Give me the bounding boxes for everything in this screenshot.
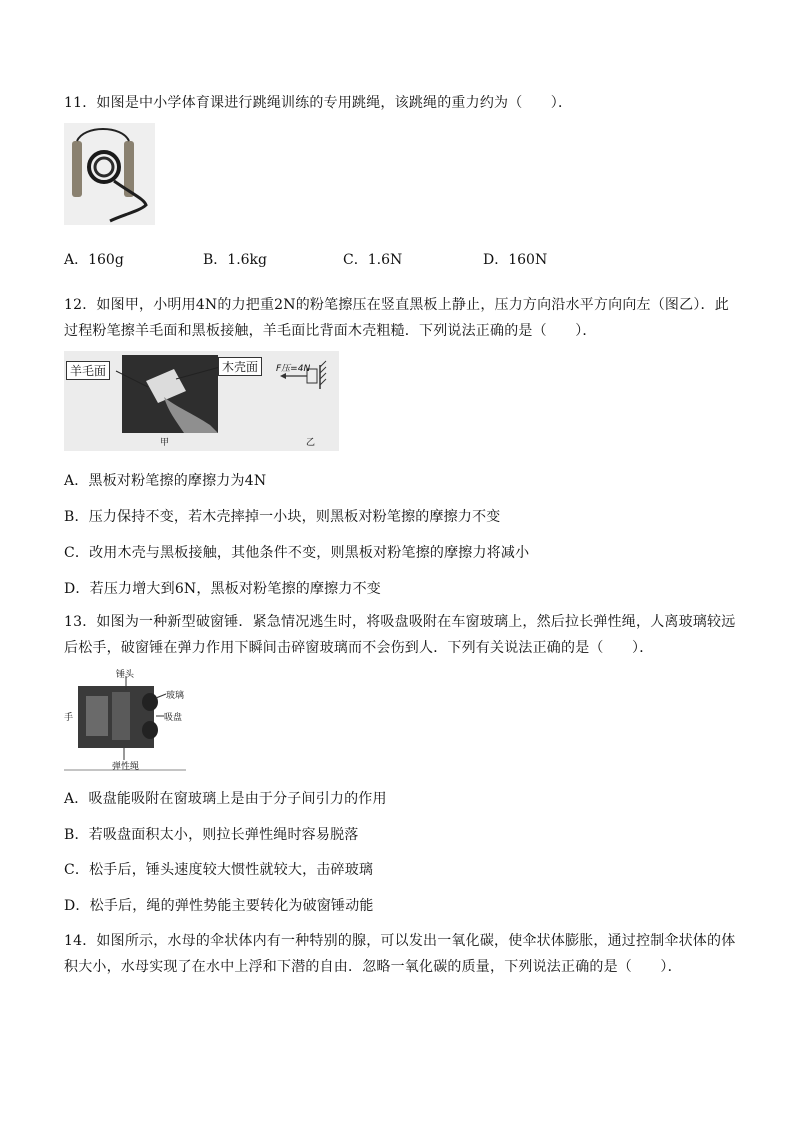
q11-option-b: B．1.6kg [203,252,267,268]
q14-stem-line1: 14．如图所示，水母的伞状体内有一种特别的腺，可以发出一氧化碳，使伞状体膨胀，通过控制伞状体的体 [64,933,736,949]
q13-option-d: D．松手后，绳的弹性势能主要转化为破窗锤动能 [64,898,374,914]
label-elastic-rope: 弹性绳 [112,762,140,772]
q11-option-a: A．160g [64,252,124,268]
label-wool-side: 羊毛面 [66,361,110,380]
label-hand: 手 [64,713,74,723]
eraser-figure [64,351,339,451]
q12-option-a: A．黑板对粉笔擦的摩擦力为4N [64,473,267,489]
q13-option-b: B．若吸盘面积太小，则拉长弹性绳时容易脱落 [64,827,359,843]
label-glass: 玻璃 [166,691,185,701]
q13-stem-line2: 后松手，破窗锤在弹力作用下瞬间击碎窗玻璃而不会伤到人．下列有关说法正确的是（ ）． [64,640,654,656]
q11-option-d: D．160N [483,252,548,268]
q14-stem-line2: 积大小，水母实现了在水中上浮和下潜的自由．忽略一氧化碳的质量，下列说法正确的是（ ）． [64,959,682,975]
jump-rope-figure [64,123,155,225]
q11-option-c: C．1.6N [343,252,403,268]
caption-yi: 乙 [306,438,316,448]
q11-stem: 11．如图是中小学体育课进行跳绳训练的专用跳绳，该跳绳的重力约为（ ）． [64,95,573,111]
q13-option-a: A．吸盘能吸附在窗玻璃上是由于分子间引力的作用 [64,791,387,807]
jump-rope-image [64,123,155,225]
q13-stem-line1: 13．如图为一种新型破窗锤．紧急情况逃生时，将吸盘吸附在车窗玻璃上，然后拉长弹性绳，人离玻璃较远 [64,614,736,630]
label-wood-side: 木壳面 [218,357,262,376]
label-suction-cup: 吸盘 [164,713,183,723]
q13-option-c: C．松手后，锤头速度较大惯性就较大，击碎玻璃 [64,862,374,878]
caption-jia: 甲 [160,438,170,448]
force-label: F压=4N [276,364,311,374]
q12-option-d: D．若压力增大到6N，黑板对粉笔擦的摩擦力不变 [64,581,381,597]
q12-stem-line1: 12．如图甲，小明用4N的力把重2N的粉笔擦压在竖直黑板上静止，压力方向沿水平方向向左（图乙）．此 [64,297,729,313]
label-hammer-head: 锤头 [116,670,135,680]
q12-option-c: C．改用木壳与黑板接触，其他条件不变，则黑板对粉笔擦的摩擦力将减小 [64,545,530,561]
q12-stem-line2: 过程粉笔擦羊毛面和黑板接触，羊毛面比背面木壳粗糙．下列说法正确的是（ ）． [64,323,597,339]
window-hammer-figure [64,666,186,771]
q12-option-b: B．压力保持不变，若木壳摔掉一小块，则黑板对粉笔擦的摩擦力不变 [64,509,501,525]
